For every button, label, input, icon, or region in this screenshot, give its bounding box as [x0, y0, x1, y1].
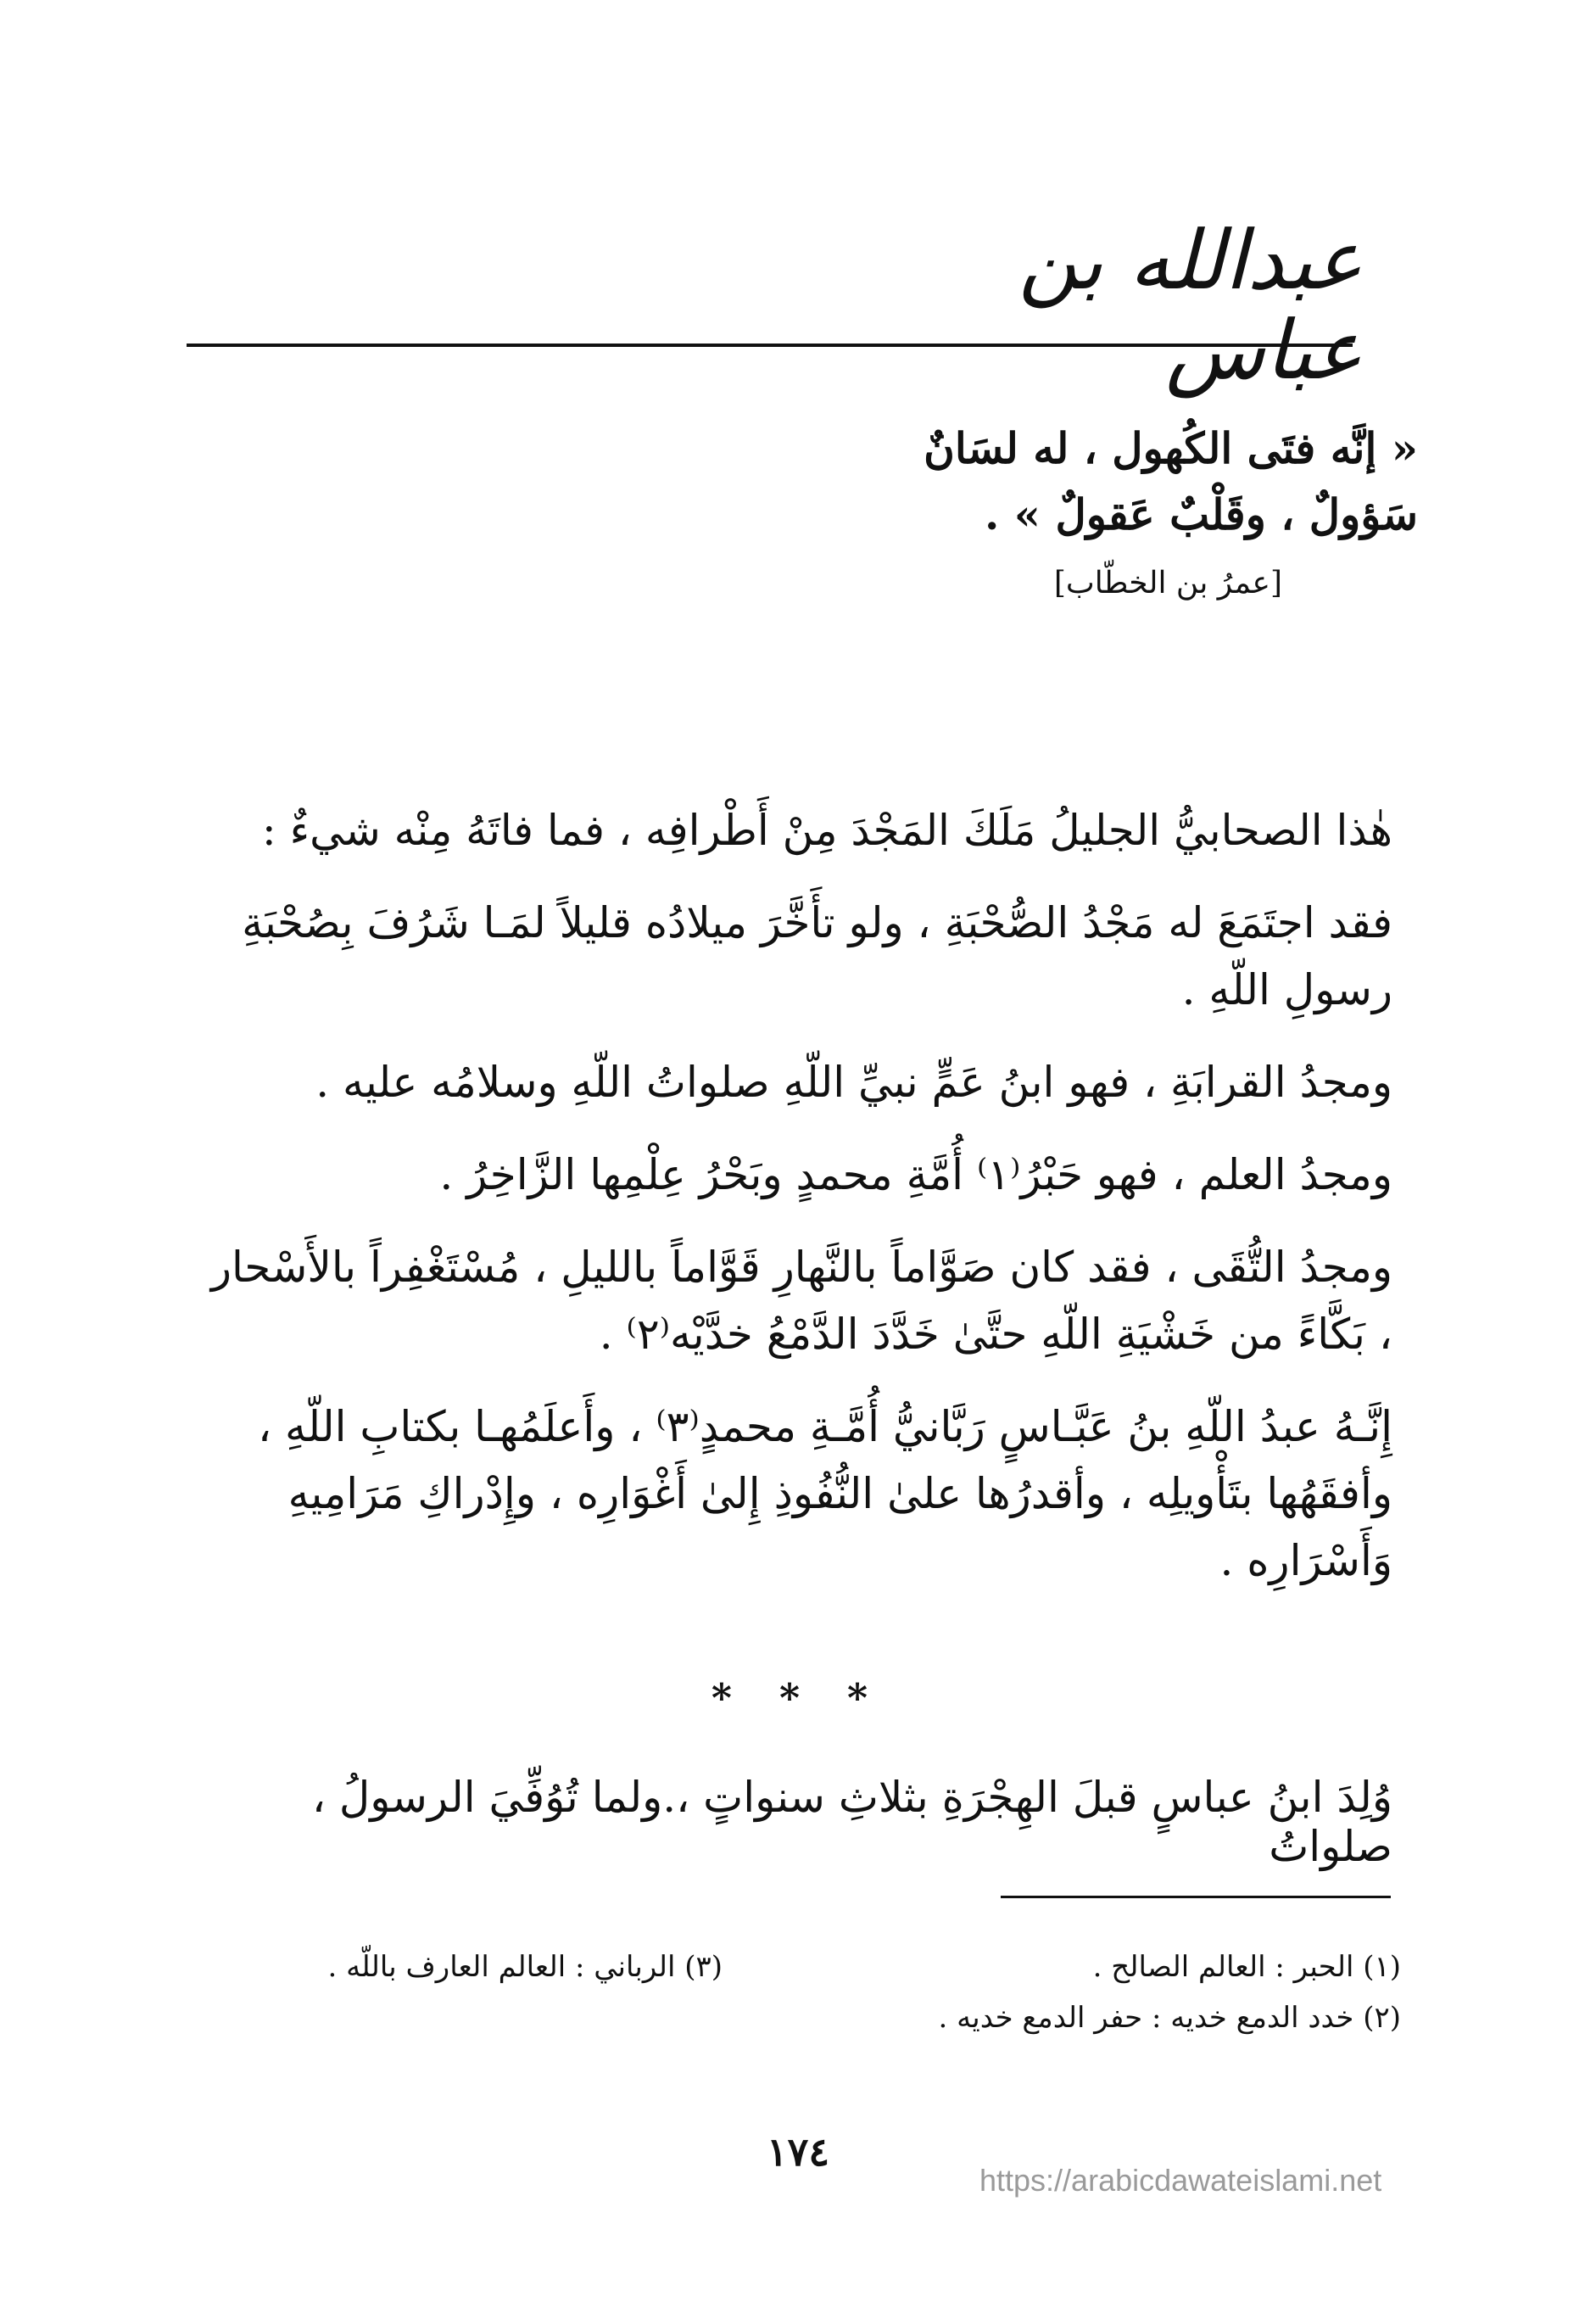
epigraph-quote [824, 416, 1418, 601]
footnote-divider [1001, 1896, 1391, 1898]
header-divider [187, 344, 1353, 347]
footnote-column-right [790, 1942, 1401, 2043]
footnote-2: (٢) خدد الدمع خديه : حفر الدمع خديه . [938, 2000, 1401, 2035]
paragraph: فقد اجتَمَعَ له مَجْدُ الصُّحْبَةِ ، ولو تأَخَّرَ ميلادُه قليلاً لمَـا شَرُفَ بِصُحْبَةِ رسولِ اللّهِ . [242, 898, 1392, 1014]
page-number: ١٧٤ [766, 2129, 830, 2175]
paragraph: ومجدُ العلم ، فهو حَبْرُ⁽١⁾ أُمَّةِ محمدٍ وبَحْرُ عِلْمِها الزَّاخِرُ . [439, 1150, 1392, 1199]
paragraph: إِنَّـهُ عبدُ اللّهِ بنُ عَبَّـاسٍ رَبَّانيُّ أُمَّـةِ محمدٍ⁽٣⁾ ، وأَعلَمُهـا بكتابِ اللّهِ ، وأفقَهُها بتَأْويلِه ، وأقدرُها علىٰ النُّفُوذِ إِلىٰ أَغْوَارِه ، وإِدْراكِ مَرَامِيهِ وَأَسْرَارِه . [257, 1402, 1392, 1585]
paragraph: هٰذا الصحابيُّ الجليلُ مَلَكَ المَجْدَ مِنْ أَطْرافِه ، فما فاتَهُ مِنْه شيءٌ : [261, 806, 1392, 855]
continuation-line: وُلِدَ ابنُ عباسٍ قبلَ الهِجْرَةِ بثلاثِ سنواتٍ ،.ولما تُوُفِّيَ الرسولُ ، صلواتُ [311, 1773, 1392, 1871]
footnote-3: (٣) الرباني : العالم العارف باللّه . [327, 1950, 723, 1984]
watermark: https://arabicdawateislami.net [979, 2163, 1382, 2198]
epigraph-source: [عمرُ بن الخطّاب] [1053, 566, 1282, 601]
epigraph-line-1: « إنَّه فتَى الكُهول ، له لسَانٌ [924, 423, 1418, 473]
chapter-title: عبدالله بن عباس [1018, 213, 1363, 398]
footnote-column-left [180, 1942, 723, 1993]
epigraph-line-2: سَؤولٌ ، وقَلْبٌ عَقولٌ » . [984, 489, 1418, 539]
body-text [197, 797, 1392, 1620]
footnote-1: (١) الحبر : العالم الصالح . [1092, 1950, 1401, 1984]
section-separator: * * * [711, 1675, 885, 1721]
paragraph: ومجدُ التُّقَى ، فقد كان صَوَّاماً بالنَّهارِ قَوَّاماً بالليلِ ، مُسْتَغْفِراً بالأَسْحار ، بَكَّاءً من خَشْيَةِ اللّهِ حتَّىٰ خَدَّدَ الدَّمْعُ خدَّيْه⁽٢⁾ . [210, 1243, 1392, 1359]
paragraph: ومجدُ القرابَةِ ، فهو ابنُ عَمٍّ نبيِّ اللّهِ صلواتُ اللّهِ وسلامُه عليه . [315, 1058, 1392, 1107]
